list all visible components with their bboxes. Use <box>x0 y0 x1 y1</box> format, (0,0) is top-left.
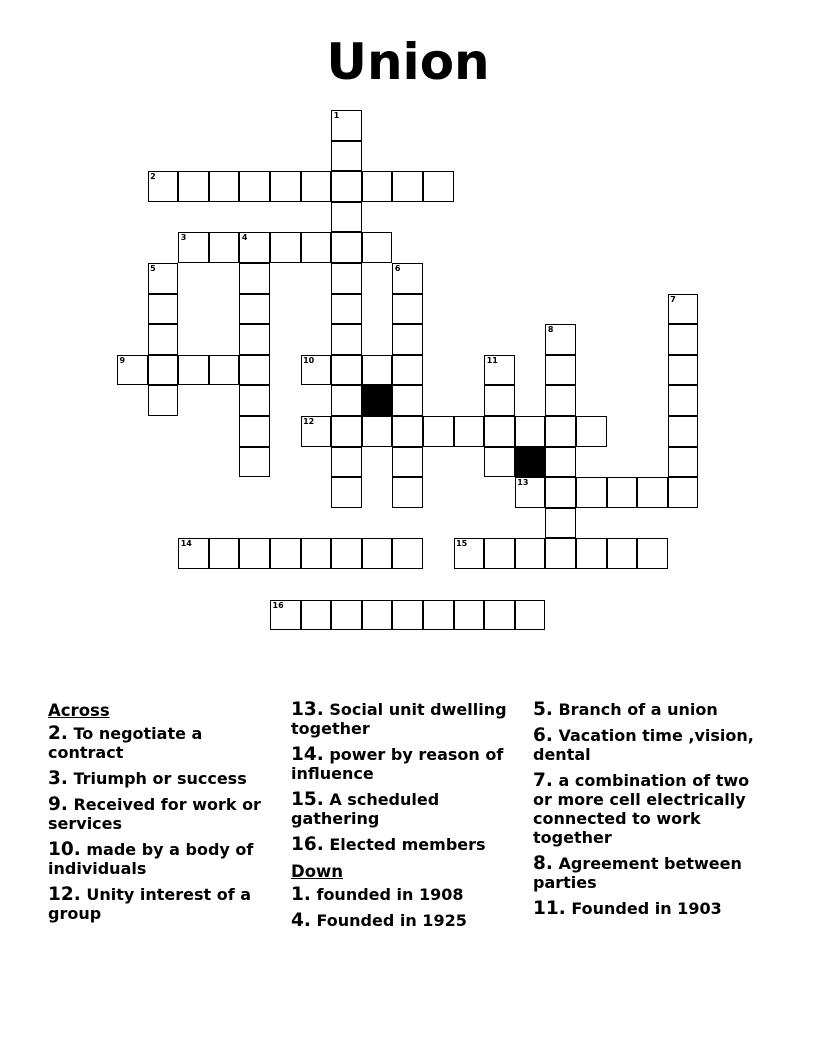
grid-cell[interactable] <box>148 171 179 202</box>
clue-item <box>533 700 773 719</box>
clue-item-number: 8. <box>533 853 553 874</box>
clue-number: 13 <box>517 478 529 488</box>
grid-cell[interactable] <box>331 294 362 325</box>
clue-number: 12 <box>303 417 315 426</box>
grid-cell[interactable] <box>515 477 546 508</box>
grid-cell[interactable] <box>668 355 699 386</box>
grid-cell[interactable] <box>392 477 423 508</box>
grid-cell[interactable] <box>331 385 362 416</box>
grid-cell[interactable] <box>668 416 699 447</box>
across-clues-part1 <box>48 724 280 923</box>
clue-item <box>48 840 280 878</box>
grid-cell[interactable] <box>331 263 362 294</box>
grid-cell[interactable] <box>668 294 699 325</box>
grid-cell[interactable] <box>454 538 485 569</box>
grid-cell[interactable] <box>239 447 270 478</box>
grid-cell[interactable] <box>515 538 546 569</box>
clue-item-number: 3. <box>48 768 68 789</box>
clue-item-number: 6. <box>533 725 553 746</box>
grid-cell[interactable] <box>270 232 301 263</box>
grid-cell[interactable] <box>331 538 362 569</box>
clue-number: 5 <box>150 264 156 273</box>
clue-item-text: Founded in 1925 <box>310 911 467 930</box>
clue-item-number: 13. <box>291 699 324 720</box>
grid-cell[interactable] <box>148 294 179 325</box>
grid-cell[interactable] <box>423 171 454 202</box>
grid-cell[interactable] <box>545 477 576 508</box>
grid-cell[interactable] <box>178 355 209 386</box>
grid-cell[interactable] <box>392 263 423 294</box>
clue-number: 3 <box>180 233 187 243</box>
clue-item-number: 5. <box>533 699 553 720</box>
grid-cell[interactable] <box>668 477 699 508</box>
clue-item <box>291 745 523 783</box>
clue-number: 7 <box>670 294 676 304</box>
clue-number: 1 <box>333 111 340 120</box>
grid-cell[interactable] <box>545 416 576 447</box>
grid-cell[interactable] <box>362 232 393 263</box>
clue-item-number: 15. <box>291 789 324 810</box>
grid-cell[interactable] <box>484 447 515 478</box>
grid-cell[interactable] <box>362 538 393 569</box>
across-clues-part2 <box>291 700 523 854</box>
clue-number: 11 <box>486 355 498 365</box>
grid-cell[interactable] <box>239 538 270 569</box>
clue-item <box>533 899 773 918</box>
grid-cell[interactable] <box>239 171 270 202</box>
grid-cell[interactable] <box>392 416 423 447</box>
clue-item-text: Founded in 1903 <box>565 899 722 918</box>
grid-cell[interactable] <box>545 538 576 569</box>
clue-item-number: 1. <box>291 884 311 905</box>
grid-cell[interactable] <box>331 202 362 233</box>
grid-cell[interactable] <box>209 171 240 202</box>
grid-cell[interactable] <box>239 385 270 416</box>
clue-item <box>291 911 523 930</box>
grid-cell[interactable] <box>668 447 699 478</box>
grid-cell[interactable] <box>239 355 270 386</box>
grid-cell[interactable] <box>515 416 546 447</box>
grid-cell[interactable] <box>362 416 393 447</box>
grid-cell[interactable] <box>545 324 576 355</box>
clue-item-text: Triumph or success <box>67 769 247 788</box>
grid-cell[interactable] <box>392 385 423 416</box>
clue-item <box>291 700 523 738</box>
grid-cell[interactable] <box>331 141 362 172</box>
clue-number: 8 <box>547 325 554 335</box>
grid-cell[interactable] <box>209 355 240 386</box>
clue-item <box>48 724 280 762</box>
grid-cell[interactable] <box>301 416 332 447</box>
clue-number: 10 <box>303 355 315 365</box>
clue-number: 15 <box>456 539 468 549</box>
grid-cell[interactable] <box>178 538 209 569</box>
grid-cell[interactable] <box>454 416 485 447</box>
clue-column-2 <box>291 700 523 937</box>
grid-cell[interactable] <box>239 416 270 447</box>
down-clues-part2 <box>533 700 773 918</box>
grid-cell[interactable] <box>178 171 209 202</box>
clue-number: 14 <box>180 539 192 549</box>
clue-item-text: To negotiate a contract <box>48 724 203 762</box>
grid-cell[interactable] <box>239 232 270 263</box>
grid-cell[interactable] <box>270 171 301 202</box>
down-clues-part1 <box>291 885 523 930</box>
grid-cell[interactable] <box>668 324 699 355</box>
grid-cell[interactable] <box>392 600 423 631</box>
grid-cell[interactable] <box>545 385 576 416</box>
grid-cell[interactable] <box>362 600 393 631</box>
grid-cell[interactable] <box>148 324 179 355</box>
grid-cell[interactable] <box>637 538 668 569</box>
clue-item <box>533 771 773 847</box>
grid-cell[interactable] <box>392 324 423 355</box>
grid-cell[interactable] <box>178 232 209 263</box>
grid-cell[interactable] <box>576 538 607 569</box>
clue-item-text: Vacation time ,vision, dental <box>533 726 754 764</box>
clue-column-1 <box>48 700 280 930</box>
grid-cell[interactable] <box>392 447 423 478</box>
grid-cell[interactable] <box>301 538 332 569</box>
grid-cell[interactable] <box>668 385 699 416</box>
grid-cell[interactable] <box>331 110 362 141</box>
grid-cell[interactable] <box>484 385 515 416</box>
clue-item-text: Social unit dwelling together <box>291 700 507 738</box>
grid-cell[interactable] <box>270 600 301 631</box>
clue-item-number: 10. <box>48 839 81 860</box>
grid-cell[interactable] <box>607 477 638 508</box>
clue-item-number: 2. <box>48 723 68 744</box>
clue-item <box>48 769 280 788</box>
clue-item-text: Unity interest of a group <box>48 885 252 923</box>
grid-cell[interactable] <box>362 171 393 202</box>
grid-cell[interactable] <box>331 600 362 631</box>
grid-cell[interactable] <box>607 538 638 569</box>
grid-cell[interactable] <box>392 294 423 325</box>
clue-item-text: Branch of a union <box>552 700 718 719</box>
grid-cell[interactable] <box>515 600 546 631</box>
clue-item-number: 4. <box>291 910 311 931</box>
grid-cell[interactable] <box>484 538 515 569</box>
clue-column-3 <box>533 700 773 925</box>
grid-cell[interactable] <box>331 416 362 447</box>
grid-cell[interactable] <box>545 508 576 539</box>
grid-cell[interactable] <box>239 294 270 325</box>
grid-cell[interactable] <box>117 355 148 386</box>
grid-cell[interactable] <box>148 355 179 386</box>
clue-item-text: made by a body of individuals <box>48 840 254 878</box>
grid-cell[interactable] <box>392 538 423 569</box>
grid-cell[interactable] <box>301 355 332 386</box>
grid-cell[interactable] <box>637 477 668 508</box>
clue-item <box>533 854 773 892</box>
grid-cell[interactable] <box>576 477 607 508</box>
clue-item-text: Received for work or services <box>48 795 261 833</box>
grid-cell[interactable] <box>392 355 423 386</box>
clue-item-number: 12. <box>48 884 81 905</box>
grid-cell[interactable] <box>545 355 576 386</box>
grid-cell[interactable] <box>423 600 454 631</box>
grid-cell[interactable] <box>484 600 515 631</box>
grid-cell[interactable] <box>576 416 607 447</box>
clue-item <box>48 795 280 833</box>
grid-cell[interactable] <box>331 477 362 508</box>
grid-cell[interactable] <box>301 232 332 263</box>
clue-item-text: A scheduled gathering <box>291 790 440 828</box>
grid-cell[interactable] <box>331 324 362 355</box>
clue-item-text: Elected members <box>323 835 486 854</box>
clue-item-text: founded in 1908 <box>310 885 464 904</box>
grid-cell[interactable] <box>331 355 362 386</box>
clue-number: 9 <box>119 355 126 365</box>
grid-cell[interactable] <box>331 171 362 202</box>
clue-item <box>291 885 523 904</box>
grid-cell[interactable] <box>392 171 423 202</box>
clue-number: 16 <box>272 600 284 610</box>
grid-cell[interactable] <box>209 232 240 263</box>
clue-item <box>48 885 280 923</box>
clue-item-number: 14. <box>291 744 324 765</box>
grid-cell[interactable] <box>545 447 576 478</box>
grid-cell[interactable] <box>484 416 515 447</box>
grid-cell[interactable] <box>331 447 362 478</box>
grid-cell[interactable] <box>239 263 270 294</box>
grid-cell[interactable] <box>331 232 362 263</box>
down-heading: Down <box>291 862 344 881</box>
clue-item <box>533 726 773 764</box>
grid-cell[interactable] <box>209 538 240 569</box>
clue-item-text: Agreement between parties <box>533 854 742 892</box>
clue-item-number: 9. <box>48 794 68 815</box>
grid-cell[interactable] <box>423 416 454 447</box>
clue-item-number: 16. <box>291 834 324 855</box>
clue-item-number: 7. <box>533 770 553 791</box>
grid-cell[interactable] <box>454 600 485 631</box>
grid-cell[interactable] <box>484 355 515 386</box>
grid-cell[interactable] <box>239 324 270 355</box>
grid-cell[interactable] <box>362 355 393 386</box>
grid-cell[interactable] <box>148 263 179 294</box>
clue-number: 6 <box>394 264 401 273</box>
across-heading: Across <box>48 701 110 720</box>
clue-item <box>291 835 523 854</box>
clue-item-text: a combination of two or more cell electrically connected to work together <box>533 771 750 847</box>
clue-item-number: 11. <box>533 898 566 919</box>
grid-cell[interactable] <box>270 538 301 569</box>
clue-number: 4 <box>241 233 248 243</box>
clue-number: 2 <box>150 172 156 182</box>
grid-block <box>515 447 546 478</box>
grid-block <box>362 385 393 416</box>
grid-cell[interactable] <box>148 385 179 416</box>
grid-cell[interactable] <box>301 600 332 631</box>
grid-cell[interactable] <box>301 171 332 202</box>
puzzle-title: Union <box>326 33 490 91</box>
clue-list <box>0 700 816 1030</box>
clue-item-text: power by reason of influence <box>291 745 504 783</box>
clue-item <box>291 790 523 828</box>
